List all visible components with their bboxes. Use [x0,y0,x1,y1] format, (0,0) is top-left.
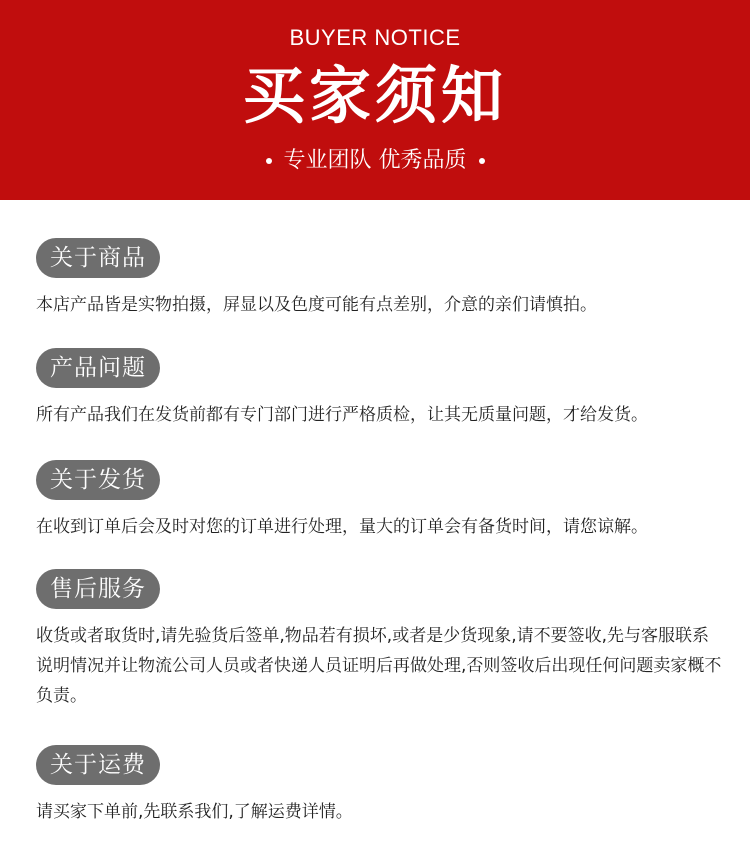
section-shipping [36,460,726,542]
section-shipping-fee [36,745,726,827]
section-product-issues [36,348,726,430]
section-text: 请买家下单前,先联系我们,了解运费详情。 [36,802,353,822]
header-subtitle: 专业团队 优秀品质 [283,148,467,173]
section-about-product [36,238,726,320]
section-after-sales [36,569,726,711]
header-title: 买家须知 [242,59,507,132]
section-label: 关于发货 [36,460,160,500]
bullet-dot-left [266,158,272,164]
section-text: 所有产品我们在发货前都有专门部门进行严格质检，让其无质量问题，才给发货。 [36,405,648,425]
header-english-title: BUYER NOTICE [289,25,461,50]
bullet-dot-right [479,158,485,164]
section-label: 关于运费 [36,745,160,785]
section-label: 产品问题 [36,348,160,388]
header-subtitle-row [0,144,750,178]
section-text: 收货或者取货时,请先验货后签单,物品若有损坏,或者是少货现象,请不要签收,先与客服联系说明情况并让物流公司人员或者快递人员证明后再做处理,否则签收后出现任何问题卖家概不负责。 [36,626,722,706]
section-text: 在收到订单后会及时对您的订单进行处理，量大的订单会有备货时间，请您谅解。 [36,517,648,537]
section-text: 本店产品皆是实物拍摄，屏显以及色度可能有点差别，介意的亲们请慎拍。 [36,295,597,315]
section-label: 关于商品 [36,238,160,278]
notice-header [0,0,750,200]
section-label: 售后服务 [36,569,160,609]
